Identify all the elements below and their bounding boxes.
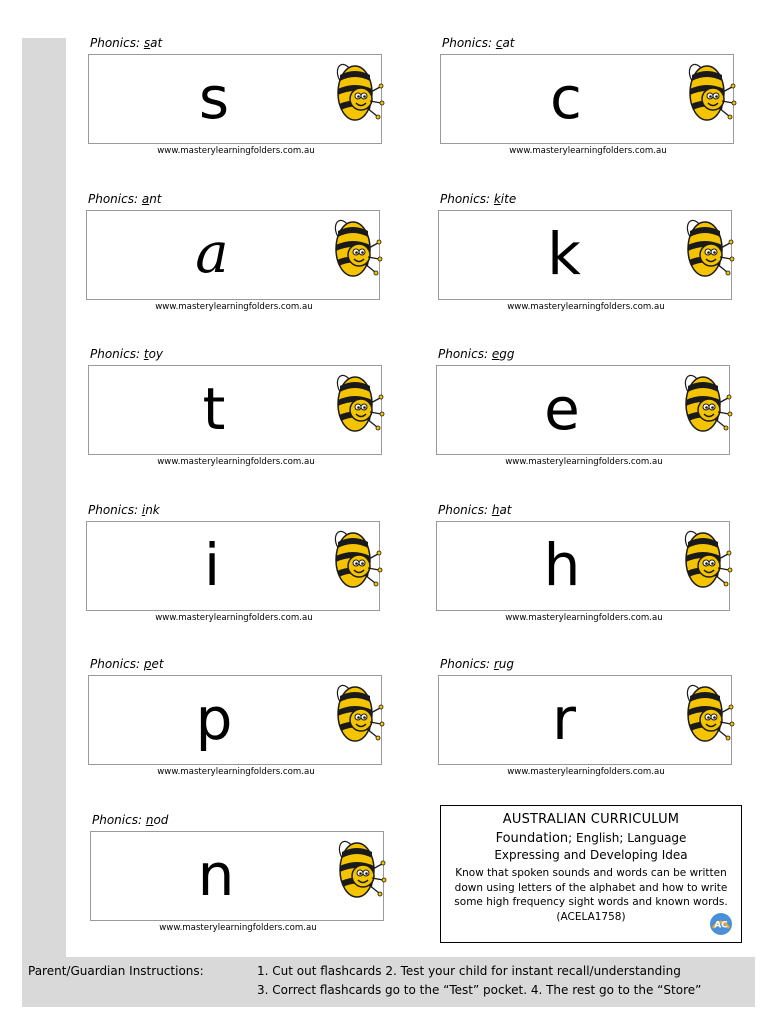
phonics-rest: nk [145,503,160,517]
website-url: www.masterylearningfolders.com.au [157,146,315,156]
phonics-prefix: Phonics: [88,503,142,517]
left-margin-bar [22,38,66,958]
phonics-rest: od [153,813,169,827]
website-url: www.masterylearningfolders.com.au [155,302,313,312]
phonics-label [88,192,162,206]
flashcard-box [86,521,380,611]
phonics-first-letter: a [141,192,150,206]
phonics-label [90,347,163,361]
phonics-label [90,36,162,50]
phonics-prefix: Phonics: [440,192,494,206]
website-url: www.masterylearningfolders.com.au [507,767,665,777]
bee-icon [681,370,739,438]
flashcard-box [86,210,380,300]
flashcard-letter: s [198,64,230,132]
bee-icon [333,680,391,748]
website-url: www.masterylearningfolders.com.au [505,457,663,467]
phonics-rest: gg [499,347,515,361]
phonics-prefix: Phonics: [438,347,492,361]
bee-icon [685,59,743,127]
flashcard-box [438,210,732,300]
curriculum-strand: Expressing and Developing Idea [494,848,688,862]
curriculum-title: AUSTRALIAN CURRICULUM [502,812,680,827]
flashcard-letter: a [195,221,229,286]
website-url: www.masterylearningfolders.com.au [159,923,317,933]
footer-label: Parent/Guardian Instructions: [28,964,204,978]
flashcard-box [90,831,384,921]
phonics-first-letter: p [143,657,152,671]
phonics-label [442,36,515,50]
curriculum-box [440,805,742,943]
flashcard-letter: t [202,375,226,443]
flashcard-box [436,521,730,611]
phonics-prefix: Phonics: [92,813,146,827]
flashcard-letter: n [197,841,235,909]
phonics-rest: ite [500,192,517,206]
curriculum-foundation: Foundation [495,831,569,846]
phonics-prefix: Phonics: [90,36,144,50]
flashcard-box [88,365,382,455]
bee-icon [683,215,741,283]
bee-icon [333,370,391,438]
phonics-prefix: Phonics: [442,36,496,50]
flashcard-box [440,54,734,144]
website-url: www.masterylearningfolders.com.au [507,302,665,312]
phonics-rest: at [499,503,512,517]
flashcard-letter: r [552,685,576,753]
phonics-prefix: Phonics: [88,192,142,206]
bee-icon [331,215,389,283]
flashcard-box [88,54,382,144]
phonics-first-letter: h [491,503,500,517]
curriculum-subtitle [441,830,741,847]
flashcard-letter: p [195,685,233,753]
phonics-label [88,503,160,517]
phonics-rest: at [150,36,163,50]
bee-icon [335,836,393,904]
website-url: www.masterylearningfolders.com.au [157,767,315,777]
phonics-label [90,657,164,671]
phonics-first-letter: e [491,347,500,361]
phonics-rest: at [502,36,515,50]
phonics-first-letter: r [493,657,499,671]
footer-instruction-2: 3. Correct flashcards go to the “Test” pocket. 4. The rest go to the “Store” [257,983,702,997]
phonics-first-letter: i [141,503,146,517]
flashcard-letter: k [547,220,581,288]
website-url: www.masterylearningfolders.com.au [155,613,313,623]
phonics-first-letter: n [145,813,154,827]
flashcard-box [88,675,382,765]
phonics-label [440,657,514,671]
phonics-prefix: Phonics: [440,657,494,671]
phonics-rest: ug [498,657,515,671]
phonics-rest: oy [148,347,164,361]
phonics-label [440,192,516,206]
flashcard-box [438,675,732,765]
phonics-label [92,813,168,827]
svg-text:AC: AC [714,920,728,931]
phonics-prefix: Phonics: [90,347,144,361]
bee-icon [333,59,391,127]
phonics-first-letter: s [143,36,151,50]
phonics-first-letter: k [493,192,501,206]
phonics-rest: nt [149,192,162,206]
curriculum-description: Know that spoken sounds and words can be written down using letters of the alphabet and how to write some high frequency sight words and known words. (ACELA1758) [454,867,728,923]
footer-instruction-1: 1. Cut out flashcards 2. Test your child for instant recall/understanding [257,964,681,978]
phonics-prefix: Phonics: [438,503,492,517]
phonics-prefix: Phonics: [90,657,144,671]
flashcard-letter: h [543,531,581,599]
ac-logo-icon [709,912,733,936]
phonics-first-letter: t [143,347,149,361]
phonics-label [438,347,514,361]
flashcard-box [436,365,730,455]
website-url: www.masterylearningfolders.com.au [157,457,315,467]
bee-icon [331,526,389,594]
flashcard-letter: c [550,64,582,132]
phonics-rest: et [151,657,164,671]
bee-icon [681,526,739,594]
website-url: www.masterylearningfolders.com.au [505,613,663,623]
flashcard-letter: i [203,531,221,599]
phonics-first-letter: c [495,36,503,50]
phonics-label [438,503,512,517]
curriculum-subject: ; English; Language [568,831,687,845]
bee-icon [683,680,741,748]
flashcard-letter: e [544,375,580,443]
website-url: www.masterylearningfolders.com.au [509,146,667,156]
